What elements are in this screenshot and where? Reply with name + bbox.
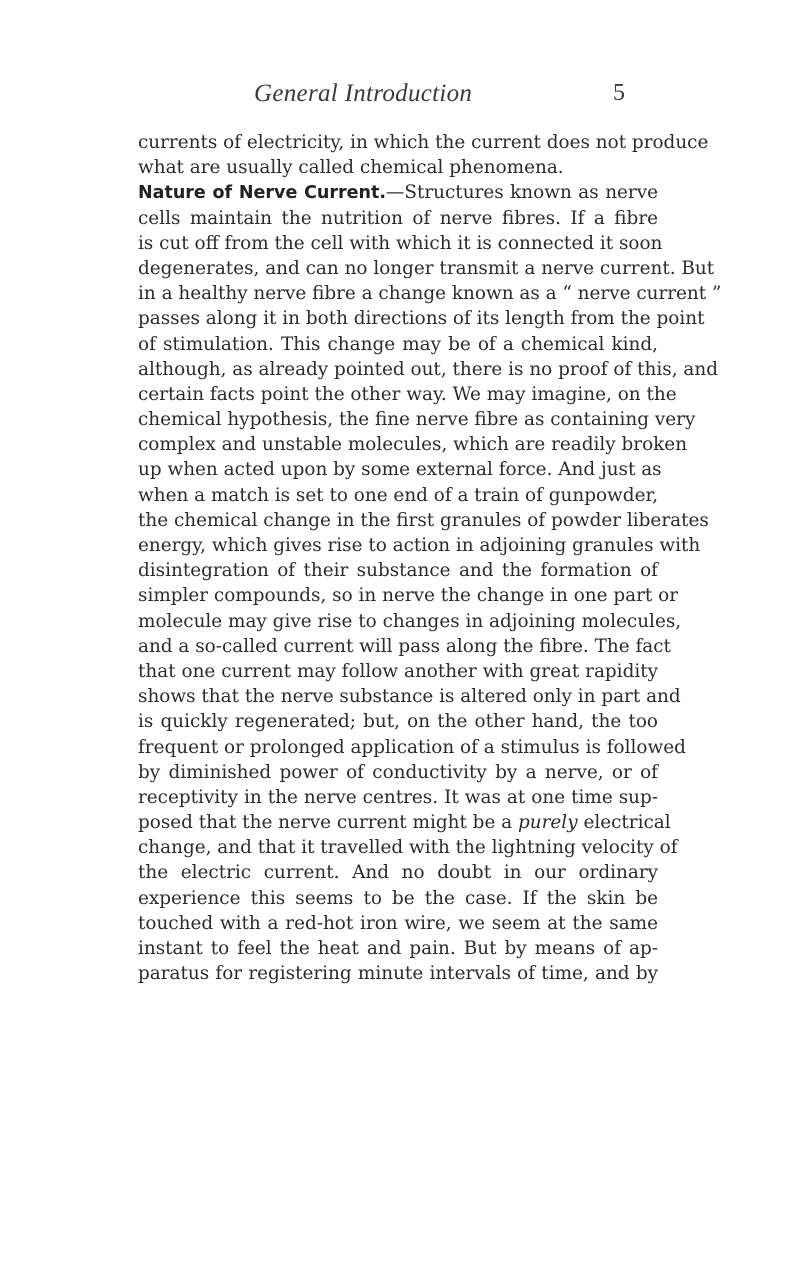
running-head-title: General Introduction [254,80,473,107]
text-line: experience this seems to be the case. If the skin be [138,887,658,909]
italic-line-rest: electrical [577,812,671,834]
text-line: touched with a red-hot iron wire, we seem at the same [138,912,658,934]
text-line: in a healthy nerve fibre a change known as a “ nerve current ” [138,283,722,305]
text-line: certain facts point the other way. We may imagine, on the [138,383,677,405]
text-line: energy, which gives rise to action in adjoining granules with [138,535,701,556]
text-line: complex and unstable molecules, which are readily broken [138,434,688,456]
text-line: although, as already pointed out, there is no proof of this, and [138,358,718,380]
text-line: shows that the nerve substance is altered only in part and [138,686,681,708]
text-line: molecule may give rise to changes in adjoining molecules, [138,610,682,632]
italic-line-start: posed that the nerve current might be a [138,812,513,834]
text-line: that one current may follow another with great rapidity [138,660,658,682]
text-line: paratus for registering minute intervals of time, and by [138,963,658,985]
text-line: by diminished power of conductivity by a nerve, or of [138,761,658,783]
text-line: cells maintain the nutrition of nerve fibres. If a fibre [138,207,658,229]
italic-word: purely [518,812,578,834]
text-line: currents of electricity, in which the current does not produce [138,132,709,153]
text-line: up when acted upon by some external force. And just as [138,459,662,481]
section-heading: Nature of Nerve Current. [138,183,386,204]
text-line: change, and that it travelled with the lightning velocity of [138,837,678,859]
text-line: simpler compounds, so in nerve the change in one part or [138,585,679,607]
text-line: frequent or prolonged application of a stimulus is followed [138,736,686,758]
text-line: is quickly regenerated; but, on the other hand, the too [138,711,658,733]
text-line: chemical hypothesis, the fine nerve fibre as containing very [138,409,696,431]
text-line: and a so-called current will pass along the fibre. The fact [138,635,671,657]
text-line: receptivity in the nerve centres. It was at one time sup- [138,786,658,808]
text-line: of stimulation. This change may be of a chemical kind, [138,333,658,355]
heading-line-rest: —Structures known as nerve [385,182,658,204]
text-line: instant to feel the heat and pain. But by means of ap- [138,938,658,959]
text-line: degenerates, and can no longer transmit a nerve current. But [138,257,715,279]
text-line: disintegration of their substance and the formation of [138,560,658,582]
page-number: 5 [613,80,625,106]
text-line: when a match is set to one end of a train of gunpowder, [138,484,659,506]
text-line: what are usually called chemical phenomena. [138,157,564,179]
body-text [138,130,722,986]
text-line: the chemical change in the first granules of powder liberates [138,509,709,531]
section-heading-line [138,180,658,205]
text-line: passes along it in both directions of its length from the point [138,308,705,330]
text-line: is cut off from the cell with which it is connected it soon [138,232,663,254]
italic-text-line [138,810,671,835]
text-line: the electric current. And no doubt in our ordinary [138,862,658,884]
